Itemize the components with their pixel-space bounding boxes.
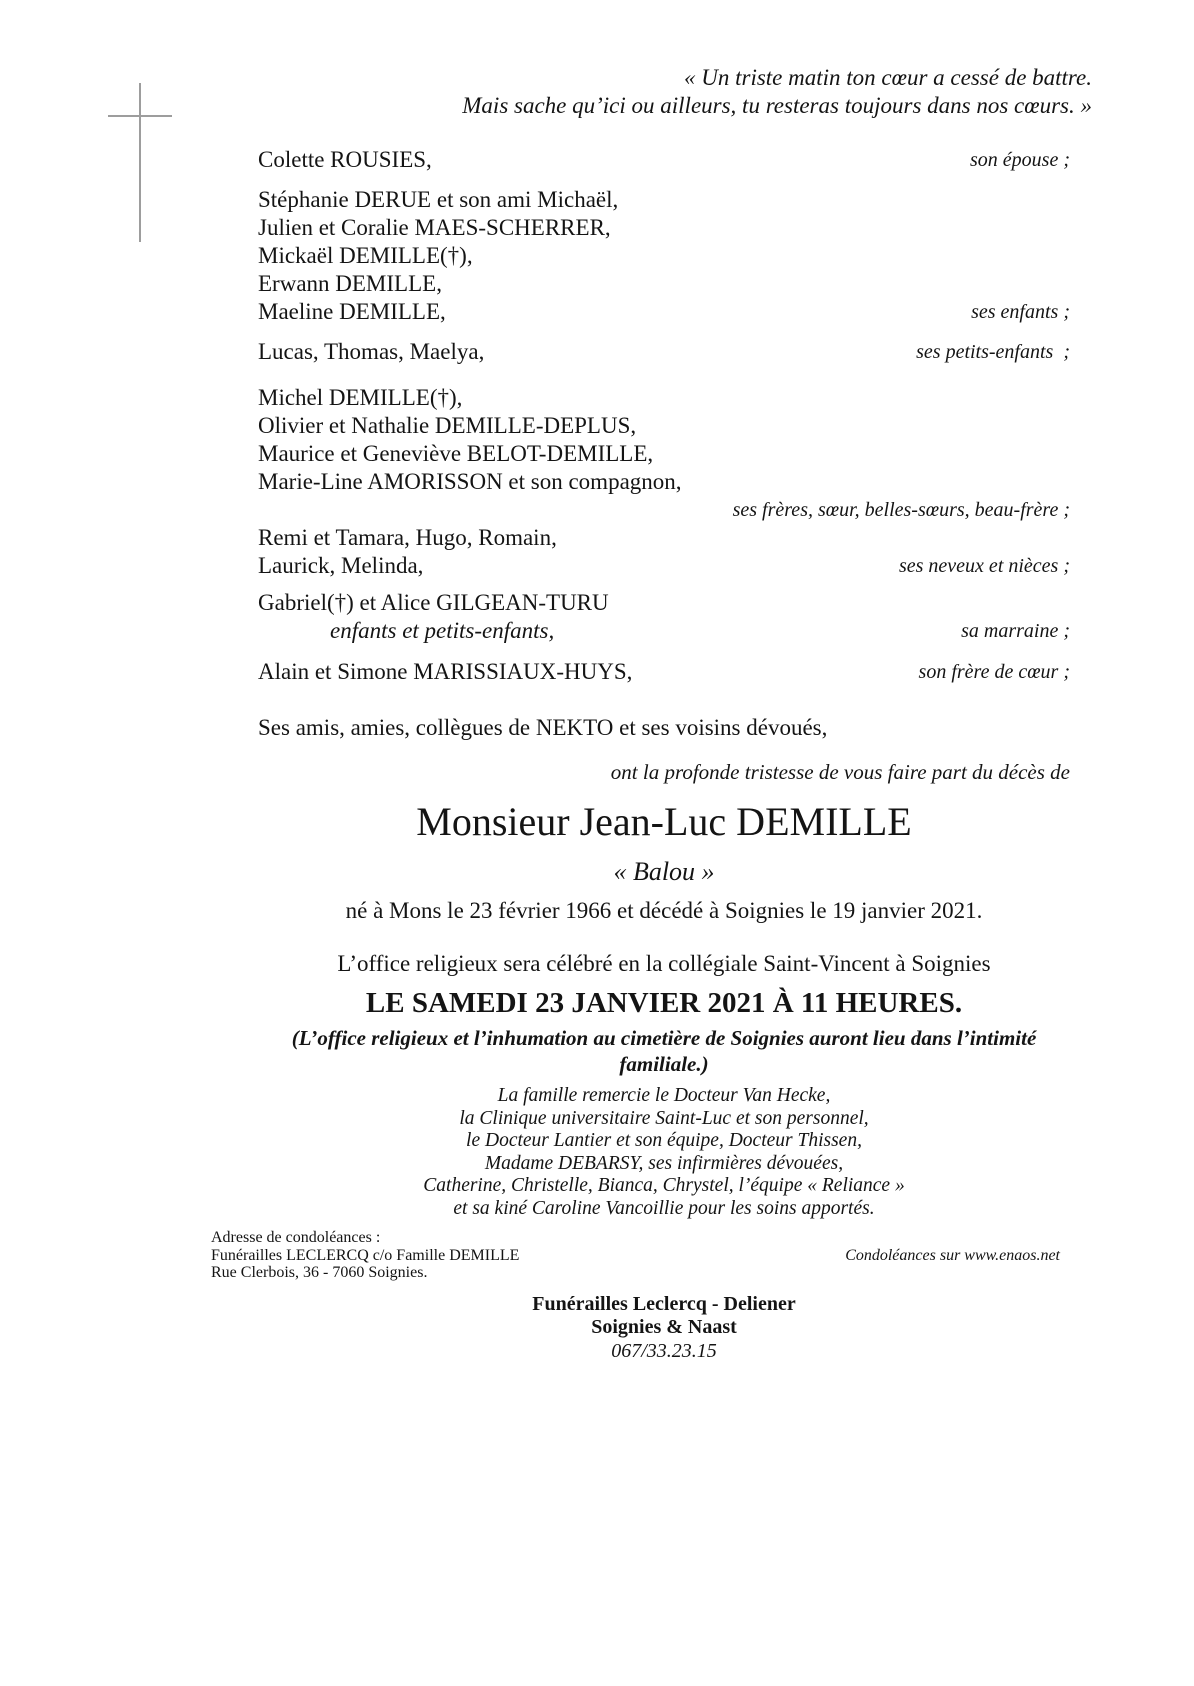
family-group-godmother: [258, 589, 1070, 645]
family-member-line: Mickaël DEMILLE(†),: [258, 243, 473, 268]
family-group-siblings: [258, 384, 1070, 524]
funeral-home-name: Funérailles Leclercq - Deliener: [532, 1292, 796, 1315]
funeral-home-location: Soignies & Naast: [591, 1315, 737, 1338]
epitaph-quote-line: « Un triste matin ton cœur a cessé de battre.: [684, 65, 1092, 90]
relationship-label: ses petits-enfants ;: [916, 341, 1070, 363]
private-ceremony-note: (L’office religieux et l’inhumation au cimetière de Soignies auront lieu dans l’intimité familiale.): [291, 1026, 1037, 1076]
epitaph-quote: [0, 64, 1092, 120]
epitaph-quote-line: Mais sache qu’ici ou ailleurs, tu resteras toujours dans nos cœurs. »: [462, 93, 1092, 118]
family-member-line: Remi et Tamara, Hugo, Romain,: [258, 525, 557, 550]
family-names: [258, 524, 899, 580]
family-member-line: Ses amis, amies, collègues de NEKTO et ses voisins dévoués,: [258, 715, 828, 740]
condolence-heading: Adresse de condoléances :: [211, 1229, 381, 1246]
family-group-spouse: [258, 146, 1070, 174]
family-member-line: enfants et petits-enfants,: [330, 618, 555, 643]
family-member-line: Maurice et Geneviève BELOT-DEMILLE,: [258, 441, 654, 466]
family-group-heart-brother: [258, 658, 1070, 686]
thanks-line: La famille remercie le Docteur Van Hecke,: [497, 1085, 831, 1106]
thanks-line: le Docteur Lantier et son équipe, Docteur Thissen,: [466, 1130, 862, 1151]
family-group-children: [258, 186, 1070, 326]
family-member-line: Maeline DEMILLE,: [258, 299, 446, 324]
relationship-label: ses neveux et nièces ;: [898, 555, 1070, 577]
condolence-address-line: Rue Clerbois, 36 - 7060 Soignies.: [211, 1264, 428, 1281]
family-names: [258, 186, 971, 326]
funeral-home-phone: 067/33.23.15: [611, 1339, 717, 1362]
funeral-home-block: [258, 1293, 1070, 1363]
cross-vertical-bar: [139, 83, 141, 242]
family-group-grandchildren: [258, 338, 1070, 366]
relationship-label: son frère de cœur ;: [918, 661, 1070, 683]
condolence-address-line: Funérailles LECLERCQ c/o Famille DEMILLE: [211, 1246, 520, 1264]
family-member-line: Lucas, Thomas, Maelya,: [258, 339, 485, 364]
family-member-line: Erwann DEMILLE,: [258, 271, 442, 296]
family-member-line: Julien et Coralie MAES-SCHERRER,: [258, 215, 611, 240]
family-member-line: Laurick, Melinda,: [258, 553, 424, 578]
family-member-line: Marie-Line AMORISSON et son compagnon,: [258, 469, 682, 494]
thanks-block: [258, 1085, 1070, 1220]
online-condolences: Condoléances sur www.enaos.net: [845, 1246, 1060, 1264]
service-date: LE SAMEDI 23 JANVIER 2021 À 11 HEURES.: [365, 987, 963, 1019]
announcement-intro: ont la profonde tristesse de vous faire part du décès de: [610, 760, 1070, 784]
deceased-name: Monsieur Jean-Luc DEMILLE: [416, 799, 912, 844]
relationship-label: ses enfants ;: [971, 301, 1070, 323]
condolence-address: [211, 1229, 519, 1282]
family-group-nephews: [258, 524, 1070, 580]
family-names: [258, 384, 1070, 496]
relationship-label: son épouse ;: [970, 149, 1070, 171]
condolence-address-block: [211, 1229, 1060, 1282]
family-member-line: Colette ROUSIES,: [258, 147, 432, 172]
announcement-body: [258, 146, 1070, 1220]
relationship-label: ses frères, sœur, belles-sœurs, beau-frère ;: [732, 499, 1070, 521]
family-names: [258, 658, 919, 686]
cross-horizontal-bar: [108, 115, 172, 117]
thanks-line: Catherine, Christelle, Bianca, Chrystel, l’équipe « Reliance »: [423, 1175, 905, 1196]
thanks-line: la Clinique universitaire Saint-Luc et son personnel,: [459, 1107, 869, 1129]
religious-service-line: L’office religieux sera célébré en la collégiale Saint-Vincent à Soignies: [337, 951, 991, 976]
family-names: [258, 338, 916, 366]
family-member-line: Alain et Simone MARISSIAUX-HUYS,: [258, 659, 633, 684]
family-group-friends: [258, 714, 1070, 742]
family-member-line: Olivier et Nathalie DEMILLE-DEPLUS,: [258, 413, 637, 438]
family-names: [258, 714, 1070, 742]
family-member-line: Gabriel(†) et Alice GILGEAN-TURU: [258, 590, 609, 615]
relationship-label: sa marraine ;: [961, 620, 1070, 642]
family-names: [258, 589, 961, 645]
family-member-line: Stéphanie DERUE et son ami Michaël,: [258, 187, 619, 212]
family-names: [258, 146, 970, 174]
family-member-line: Michel DEMILLE(†),: [258, 385, 463, 410]
thanks-line: Madame DEBARSY, ses infirmières dévouées,: [484, 1152, 844, 1174]
thanks-line: et sa kiné Caroline Vancoillie pour les soins apportés.: [453, 1197, 875, 1219]
deceased-nickname: « Balou »: [613, 857, 715, 886]
life-dates: né à Mons le 23 février 1966 et décédé à Soignies le 19 janvier 2021.: [345, 898, 983, 923]
